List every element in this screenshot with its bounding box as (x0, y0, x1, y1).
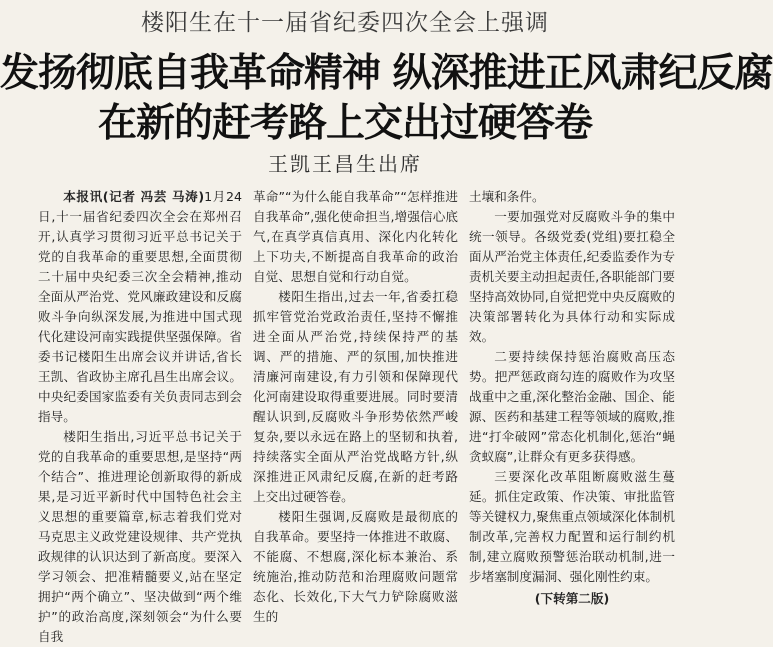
article-column-1 (38, 187, 242, 644)
article-paragraph-continued: 土壤和条件。 (469, 189, 545, 204)
article-paragraph: 楼阳生指出,习近平总书记关于党的自我革命的重要思想,是坚持“两个结合”、推进理论创新取得的新成果,是习近平新时代中国特色社会主义思想的重要篇章,标志着我们党对马克思主义政党建设规律、共产党执政规律的认识达到了新高度。要深入学习领会、把准精髓要义,站在坚定拥护“两个确立”、坚决做到“两个维护”的政治高度,深刻领会“为什么要自我 (38, 429, 242, 644)
continued-on-page-note: (下转第二版) (534, 591, 610, 606)
article-paragraph: 楼阳生强调,反腐败是最彻底的自我革命。要坚持一体推进不敢腐、不能腐、不想腐,深化标本兼治、系统施治,推动防范和治理腐败问题常态化、长效化,下大气力铲除腐败滋生的 (253, 509, 458, 624)
article-column-2 (253, 187, 458, 624)
article-paragraph: 三要深化改革阻断腐败滋生蔓延。抓住定政策、作决策、审批监管等关键权力,聚焦重点领域深化体制机制改革,完善权力配置和运行制约机制,建立腐败预警惩治联动机制,进一步堵塞制度漏洞、强化刚性约束。 (469, 469, 675, 584)
attendee-subhead: 王凯王昌生出席 (268, 152, 422, 176)
article-paragraph (38, 187, 242, 427)
kicker-headline: 楼阳生在十一届省纪委四次全会上强调 (141, 10, 549, 36)
article-paragraph: 一要加强党对反腐败斗争的集中统一领导。各级党委(党组)要扛稳全面从严治党主体责任,纪委监委作为专责机关要主动担起责任,各职能部门要坚持高效协同,自觉把党中央反腐败的决策部署转化为具体行动和实际成效。 (469, 209, 675, 344)
article-paragraph-continued: 革命”“为什么能自我革命”“怎样推进自我革命”,强化使命担当,增强信心底气,在真学真信真用、深化内化转化上下功夫,不断提高自我革命的政治自觉、思想自觉和行动自觉。 (253, 189, 458, 284)
article-column-3 (469, 187, 675, 606)
paragraph-text: 1月24日,十一届省纪委四次全会在郑州召开,认真学习贯彻习近平总书记关于党的自我革命的重要思想,全面贯彻二十届中央纪委三次全会精神,推动全面从严治党、党风廉政建设和反腐败斗争向纵深发展,为推进中国式现代化建设河南实践提供坚强保障。省委书记楼阳生出席会议并讲话,省长王凯、省政协主席孔昌生出席会议。中央纪委国家监委有关负责同志到会指导。 (38, 189, 242, 424)
main-headline-line-1: 发扬彻底自我革命精神 纵深推进正风肃纪反腐 (0, 51, 773, 96)
article-paragraph: 楼阳生指出,过去一年,省委扛稳抓牢管党治党政治责任,坚持不懈推进全面从严治党,持续保持严的基调、严的措施、严的氛围,加快推进清廉河南建设,有力引领和保障现代化河南建设取得重要进展。同时要清醒认识到,反腐败斗争形势依然严峻复杂,要以永远在路上的坚韧和执着,持续落实全面从严治党战略方针,纵深推进正风肃纪反腐,在新的赶考路上交出过硬答卷。 (253, 289, 458, 504)
dateline: 本报讯(记者 冯芸 马涛) (63, 189, 205, 204)
main-headline-line-2: 在新的赶考路上交出过硬答卷 (97, 101, 592, 146)
article-paragraph: 二要持续保持惩治腐败高压态势。把严惩政商勾连的腐败作为攻坚战重中之重,深化整治金融、国企、能源、医药和基建工程等领域的腐败,推进“打伞破网”常态化机制化,惩治“蝇贪蚁腐”,让群众有更多获得感。 (469, 349, 675, 464)
